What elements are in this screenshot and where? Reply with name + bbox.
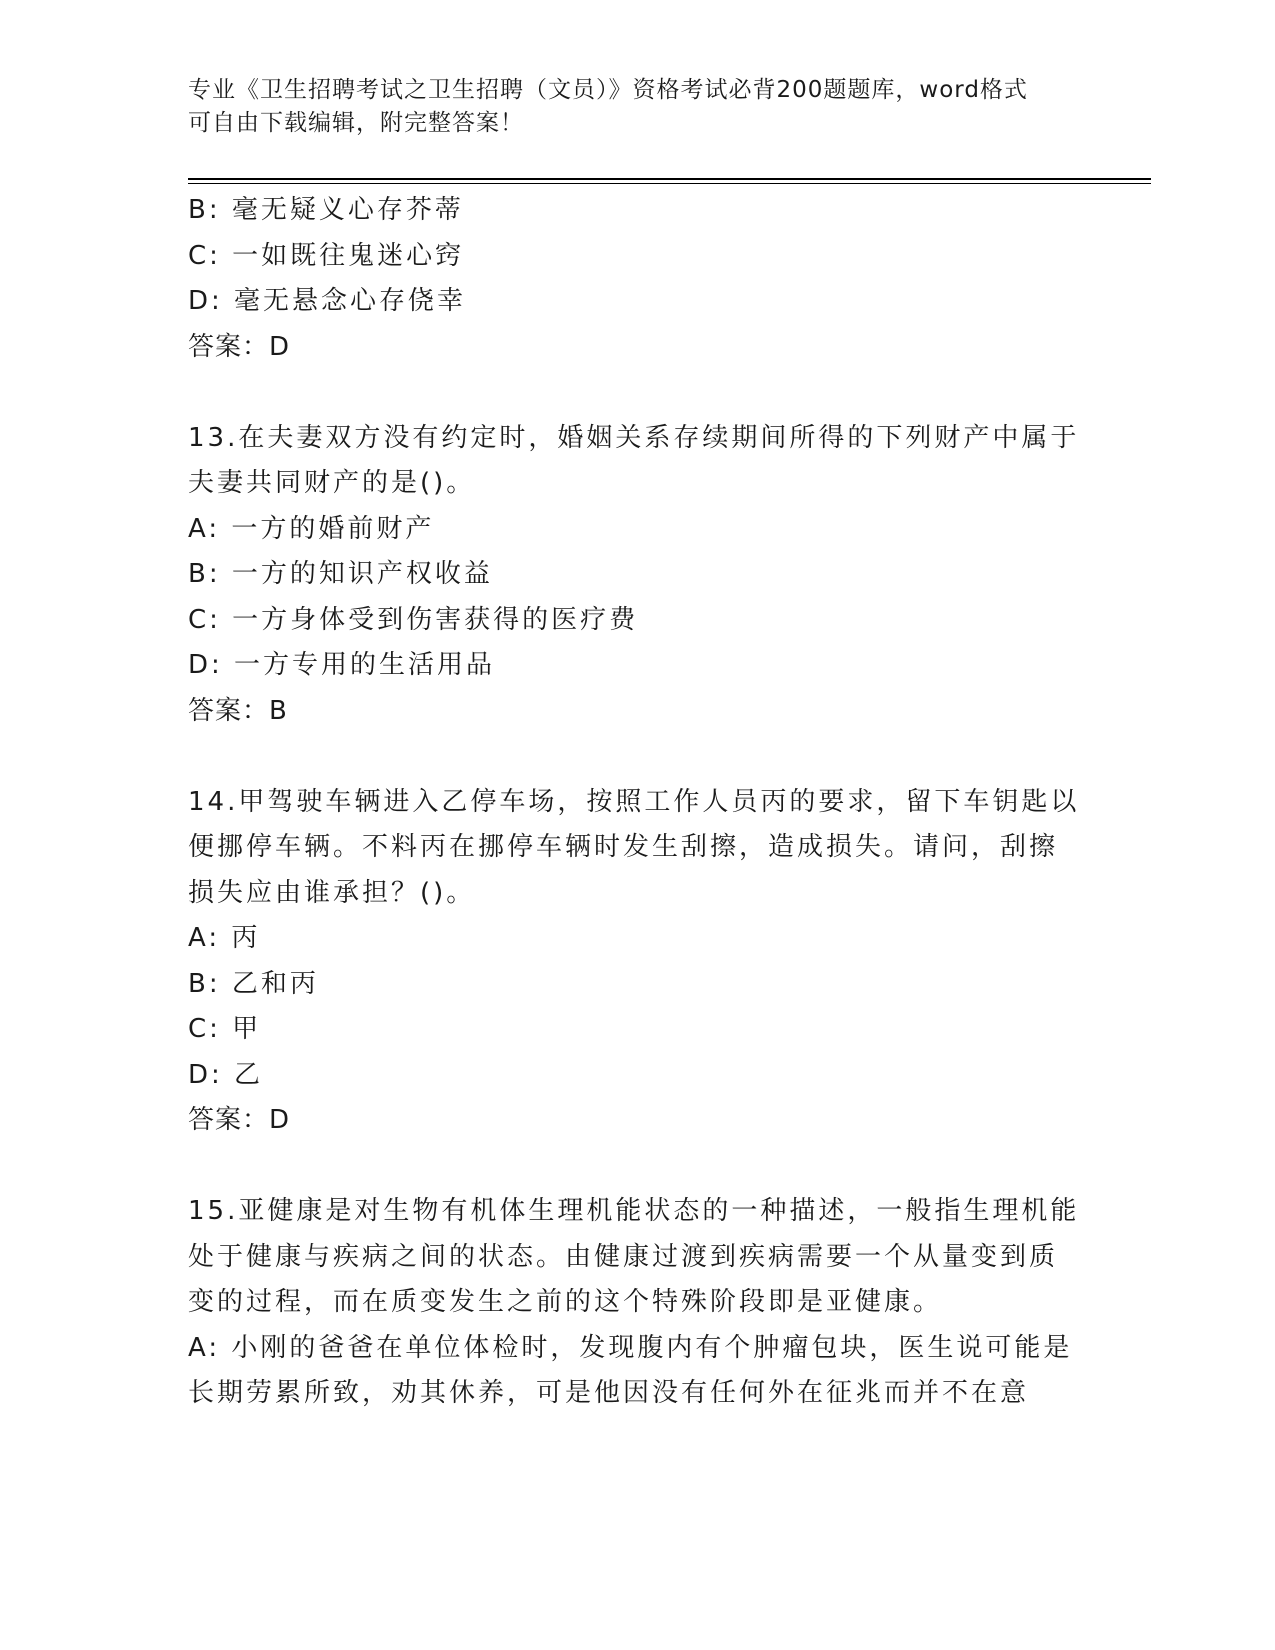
option-b: B: 一方的知识产权收益: [188, 559, 493, 589]
option-d: D: 毫无悬念心存侥幸: [188, 286, 467, 316]
question-text-line: 便挪停车辆。不料丙在挪停车辆时发生刮擦，造成损失。请问，刮擦: [188, 832, 1059, 862]
header-divider-thick: [188, 178, 1151, 180]
option-a: A: 小刚的爸爸在单位体检时，发现腹内有个肿瘤包块，医生说可能是: [188, 1332, 1073, 1363]
question-text-line: 处于健康与疾病之间的状态。由健康过渡到疾病需要一个从量变到质: [188, 1241, 1059, 1272]
option-b: B: 毫无疑义心存芥蒂: [188, 195, 464, 225]
question-text-line: 损失应由谁承担？()。: [188, 877, 476, 908]
spacer: [188, 1144, 1088, 1190]
question-14-block: [188, 780, 1088, 1144]
option-c: C: 甲: [188, 1014, 262, 1044]
option-a: A: 一方的婚前财产: [188, 513, 435, 544]
question-text-line: 15.亚健康是对生物有机体生理机能状态的一种描述，一般指生理机能: [188, 1196, 1080, 1226]
question-15-block: [188, 1189, 1088, 1417]
option-b: B: 乙和丙: [188, 968, 319, 999]
document-header: [188, 74, 1068, 140]
question-text-line: 14.甲驾驶车辆进入乙停车场，按照工作人员丙的要求，留下车钥匙以: [188, 786, 1080, 817]
header-divider-thin: [188, 183, 1151, 184]
question-text-line: 夫妻共同财产的是()。: [188, 468, 476, 498]
answer: 答案：D: [188, 331, 291, 362]
option-d: D: 乙: [188, 1059, 264, 1090]
option-d: D: 一方专用的生活用品: [188, 650, 496, 680]
header-line-1: 专业《卫生招聘考试之卫生招聘（文员）》资格考试必背200题题库，word格式: [188, 77, 1028, 103]
question-text-line: 13.在夫妻双方没有约定时，婚姻关系存续期间所得的下列财产中属于: [188, 422, 1080, 453]
spacer: [188, 370, 1088, 416]
header-line-2: 可自由下载编辑，附完整答案！: [188, 110, 524, 136]
question-text-line: 变的过程，而在质变发生之前的这个特殊阶段即是亚健康。: [188, 1287, 943, 1317]
option-c: C: 一如既往鬼迷心窍: [188, 240, 465, 271]
document-body: [188, 188, 1088, 1417]
answer: 答案：B: [188, 695, 288, 726]
option-c: C: 一方身体受到伤害获得的医疗费: [188, 604, 639, 635]
answer: 答案：D: [188, 1105, 291, 1135]
question-13-block: [188, 416, 1088, 735]
option-a: A: 丙: [188, 923, 261, 953]
option-a-continued: 长期劳累所致，劝其休养，可是他因没有任何外在征兆而并不在意: [188, 1378, 1030, 1408]
question-12-block: [188, 188, 1088, 370]
spacer: [188, 734, 1088, 780]
